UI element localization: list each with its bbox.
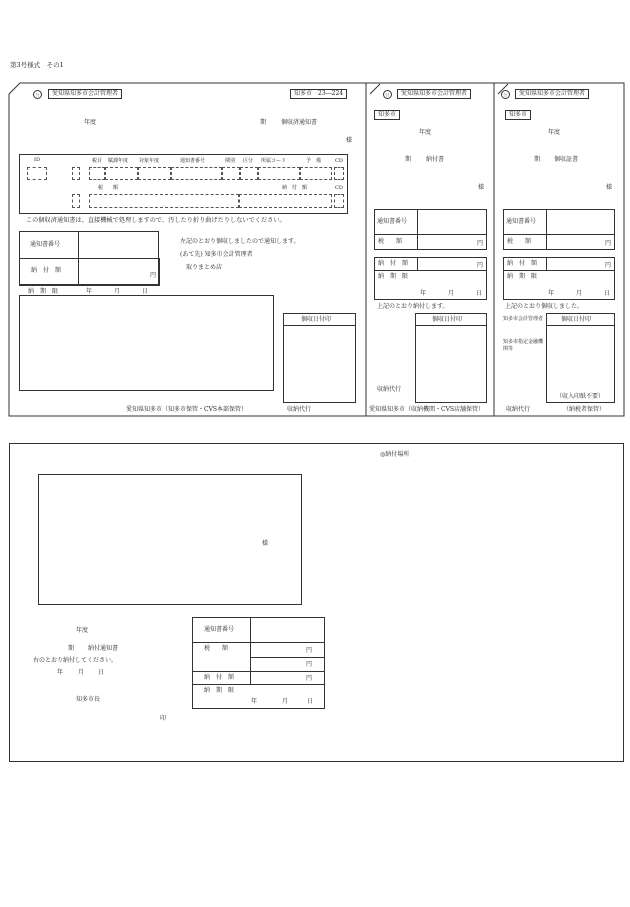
issuer-label-2: 愛知県知多市会計管理者 [397,89,471,99]
zeigaku-box [89,194,239,208]
nokigen-label-3: 納 期 限 [507,273,538,280]
confirm-message-3: 上記のとおり個収しました。 [505,303,584,310]
tsuchisho-bango-label-2: 通知書番号 [377,218,408,225]
field-taisho-nendo-label: 対象年度 [139,158,160,164]
nokigen-year: 年 [86,288,93,295]
doc-title-4: 納付通知書 [88,645,119,652]
yen-label-2b: 円 [477,262,484,269]
field-id-label: ID [34,157,40,163]
nofugaku-label-4: 納 付 額 [204,674,235,681]
shozoku-box [258,167,300,180]
stamp-label: 個収日付印 [301,316,332,323]
zeigaku-label-4: 税 額 [204,645,229,652]
period-label: 期 [260,119,267,126]
sama-label-3: 様 [606,184,613,191]
doc-title: 個収済通知書 [281,119,318,126]
nokigen-month: 月 [114,288,121,295]
form-label: 第3号様式 その1 [10,61,64,69]
tsuchisho-bango-label-3: 通知書番号 [506,218,537,225]
yobi-box [300,167,332,180]
city-code-label: 知多市 23―224 [290,89,347,99]
issuer-label-3: 愛知県知多市会計管理者 [515,89,589,99]
field-cd2-label: CD [335,185,343,191]
code-box [72,167,80,180]
nokigen-label-4: 納 期 限 [204,687,235,694]
zeigaku-label: 税 額 [98,185,119,191]
tsuchisho-bango-label-4: 通知書番号 [204,626,235,633]
stamp-box [283,313,356,403]
stamp-box-2 [415,313,487,403]
kaikei-label: 知多市会計管理者 [503,316,544,322]
kubun-box [240,167,258,180]
nokigen-year-4: 年 [251,698,258,705]
zeigaku-label-2: 税 額 [378,238,403,245]
yen-label-2a: 円 [477,240,484,247]
nokigen-label-2: 納 期 限 [378,273,409,280]
divider [250,617,251,684]
divider [546,325,615,326]
circle-mark-icon: 公 [501,90,510,99]
yen-label: 円 [150,272,157,279]
code-box-2 [72,194,80,208]
date-month-4: 月 [78,669,85,676]
nofugaku-field-label: 納 付 額 [282,185,308,191]
slip-footer-3: （納税者保管） [563,406,606,413]
divider [374,270,487,271]
nokigen-month-3: 月 [576,290,583,297]
field-kubun-label: 区分 [243,158,254,164]
divider [417,257,418,270]
nokigen-day-2: 日 [476,290,483,297]
field-shozoku-label: 所属コード [261,158,287,164]
period-label-4: 期 [68,645,75,652]
divider [374,234,487,235]
yen-label-4b: 円 [306,661,313,668]
zeimoku-box [89,167,105,180]
field-kibetsu-label: 期別 [225,158,236,164]
year-label-2: 年度 [419,129,432,136]
stamp-label-2: 個収日付印 [432,316,463,323]
field-cd-label: CD [335,158,343,164]
sama-label-4: 様 [262,540,269,547]
nofugaku-label: 納 付 額 [31,267,62,274]
circle-mark-icon: 公 [33,90,42,99]
recipient-label: (あて先) 知多市会計管理者 [180,251,253,258]
divider [546,257,547,270]
nokigen-month-2: 月 [448,290,455,297]
payment-place-heading: ◎納付場所 [380,451,410,458]
nokigen-year-3: 年 [548,290,555,297]
yen-label-3a: 円 [605,240,612,247]
shuno-dairi-label: 収納代行 [287,406,312,413]
divider [417,209,418,250]
tsuchisho-bango-label: 通知書番号 [30,241,61,248]
kibetsu-box [222,167,240,180]
year-label-3: 年度 [548,129,561,136]
fuka-nendo-box [105,167,138,180]
tsuchisho-box [171,167,222,180]
divider [192,642,325,643]
nokigen-label: 納 期 限 [28,288,59,295]
year-label-4: 年度 [76,627,89,634]
period-label-2: 期 [405,156,412,163]
nokigen-day-4: 日 [307,698,314,705]
inshi-label: （収入印紙不要） [556,393,605,400]
cd-box-2 [334,194,344,208]
nokigen-month-4: 月 [282,698,289,705]
doc-title-2: 納付書 [426,156,445,163]
taisho-nendo-box [138,167,171,180]
divider [503,234,615,235]
slip-footer: 愛知県知多市（知多市保管・CVS本部保管） [126,406,248,413]
issuer-label: 愛知県知多市会計管理者 [48,89,122,99]
yen-label-4c: 円 [306,675,313,682]
field-yobi-label: 予 備 [306,158,322,164]
shitei-label: 知多市指定金融機関等 [503,339,544,352]
notice-message: 左記のとおり個収しましたので通知します。 [180,238,300,245]
address-box [19,295,274,391]
nokigen-day-3: 日 [604,290,611,297]
stamp-label-3: 個収日付印 [561,316,592,323]
divider [503,270,615,271]
circle-mark-icon: 公 [383,90,392,99]
divider [250,657,325,658]
divider [283,325,356,326]
divider [192,684,325,685]
seal-mark: 印 [160,715,167,722]
zeigaku-label-3: 税 額 [507,238,532,245]
field-tsuchisho-label: 通知書番号 [180,158,206,164]
city-label-3: 知多市 [505,110,531,120]
stamp-box-3 [546,313,615,403]
divider [546,209,547,250]
year-label: 年度 [84,119,97,126]
field-zeimoku-label: 税目 [92,158,103,164]
divider [415,325,487,326]
id-input-box [27,167,47,180]
sama-label: 様 [346,137,353,144]
period-label-3: 期 [534,156,541,163]
doc-title-3: 個収証書 [554,156,579,163]
sama-label-2: 様 [478,184,485,191]
field-fuka-nendo-label: 賦課年度 [108,158,129,164]
nofugaku-label-2: 納 付 額 [378,260,409,267]
nokigen-day: 日 [142,288,149,295]
city-label-2: 知多市 [374,110,400,120]
shuno-dairi-label-3: 収納代行 [506,406,531,413]
torimatome-label: 取りまとめ店 [186,264,223,271]
date-day-4: 日 [98,669,105,676]
confirm-message-2: 上記のとおり納付します。 [377,303,449,310]
nofugaku-box [239,194,332,208]
date-year-4: 年 [57,669,64,676]
mayor-label: 知多市長 [76,696,101,703]
cd-box [334,167,344,180]
slip-footer-2: 愛知県知多市（収納機関・CVS店舗保管） [369,406,485,413]
notice-message-4: 右のとおり納付してください。 [33,657,118,664]
nofugaku-label-3: 納 付 額 [507,260,538,267]
yen-label-4a: 円 [306,647,313,654]
nokigen-year-2: 年 [420,290,427,297]
yen-label-3b: 円 [605,262,612,269]
divider [192,671,325,672]
handling-notice: この個収済通知書は、直接機械で処理しますので、汚したり折り曲げたりしないでください。 [26,217,286,224]
shuno-dairi-label-2: 収納代行 [377,386,402,393]
